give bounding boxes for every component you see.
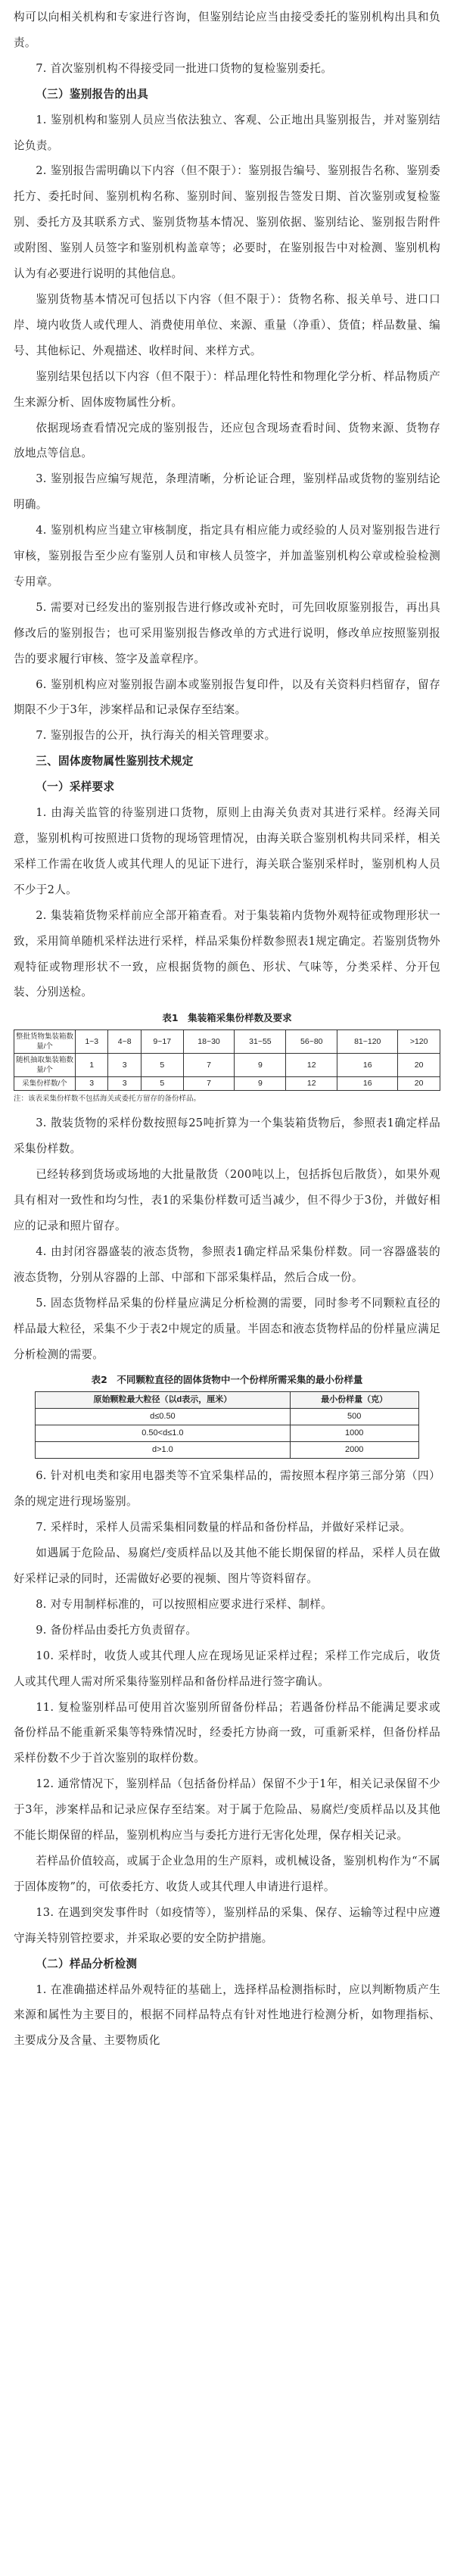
paragraph: 6. 鉴别机构应对鉴别报告副本或鉴别报告复印件，以及有关资料归档留存，留存期限不少于3年，涉案样品和记录保存至结案。	[14, 677, 440, 717]
table-cell: 采集份样数/个	[14, 1077, 76, 1091]
table-cell: 20	[398, 1077, 440, 1091]
section-heading-report: （三）鉴别报告的出具	[36, 87, 149, 101]
paragraph: 10. 采样时，收货人或其代理人应在现场见证采样过程；采样工作完成后，收货人或其代理人需对所采集待鉴别样品和备份样品进行签字确认。	[14, 1649, 440, 1688]
paragraph: 2. 鉴别报告需明确以下内容（但不限于）：鉴别报告编号、鉴别报告名称、鉴别委托方、委托时间、鉴别机构名称、鉴别时间、鉴别报告签发日期、首次鉴别或复检鉴别、委托方及其联系方式、鉴别货物基本情况、鉴别依据、鉴别结论、鉴别报告附件或附图、鉴别人员签字和鉴别机构盖章等；必要时，在鉴别报告中对检测、鉴别机构认为有必要进行说明的其他信息。	[14, 164, 440, 281]
paragraph: 2. 集装箱货物采样前应全部开箱查看。对于集装箱内货物外观特征或物理形状一致，采用简单随机采样法进行采样，样品采集份样数参照表1规定确定。若鉴别货物外观特征或物理形状不一致，应根据货物的颜色、形状、气味等，分类采样、分开包装、分别送检。	[14, 908, 440, 999]
table-header-cell: 最小份样量（克）	[290, 1392, 418, 1409]
table-cell: 3	[108, 1077, 141, 1091]
table-row	[14, 1030, 440, 1054]
paragraph: 鉴别结果包括以下内容（但不限于）：样品理化特性和物理化学分析、样品物质产生来源分析、固体废物属性分析。	[14, 369, 440, 409]
table-cell: 31~55	[235, 1030, 286, 1054]
paragraph: 4. 鉴别机构应当建立审核制度，指定具有相应能力或经验的人员对鉴别报告进行审核，鉴别报告至少应有鉴别人员和审核人员签字，并加盖鉴别机构公章或检验检测专用章。	[14, 524, 440, 588]
paragraph: 1. 由海关监管的待鉴别进口货物，原则上由海关负责对其进行采样。经海关同意，鉴别机构可按照进口货物的现场管理情况，由海关联合鉴别机构共同采样，相关采样工作需在收货人或其代理人的见证下进行，海关联合鉴别采样时，鉴别机构人员不少于2人。	[14, 806, 440, 896]
table-cell: 随机抽取集装箱数量/个	[14, 1054, 76, 1077]
table-cell: 9	[235, 1054, 286, 1077]
table-cell: 81~120	[337, 1030, 398, 1054]
paragraph: 1. 在准确描述样品外观特征的基础上，选择样品检测指标时，应以判断物质产生来源和属性为主要目的，根据不同样品特点有针对性地进行检测分析，如物理指标、主要成分及含量、主要物质化	[14, 1983, 440, 2048]
table-header-cell: 原始颗粒最大粒径（以d表示，厘米）	[36, 1392, 290, 1409]
section-heading-analysis: （二）样品分析检测	[36, 1957, 138, 1970]
table-cell: 7	[183, 1077, 235, 1091]
table-cell: d≤0.50	[36, 1409, 290, 1425]
table-cell: 18~30	[183, 1030, 235, 1054]
table-cell: 1	[76, 1054, 108, 1077]
paragraph: 依据现场查看情况完成的鉴别报告，还应包含现场查看时间、货物来源、货物存放地点等信息。	[14, 421, 440, 460]
table-cell: 9	[235, 1077, 286, 1091]
table-row	[36, 1409, 419, 1425]
table-row	[14, 1054, 440, 1077]
paragraph: 4. 由封闭容器盛装的液态货物，参照表1确定样品采集份样数。同一容器盛装的液态货物，分别从容器的上部、中部和下部采集样品，然后合成一份。	[14, 1244, 440, 1284]
paragraph: 构可以向相关机构和专家进行咨询，但鉴别结论应当由接受委托的鉴别机构出具和负责。	[14, 11, 440, 49]
table-cell: 56~80	[286, 1030, 337, 1054]
table-cell: 整批货物集装箱数量/个	[14, 1030, 76, 1054]
table-row	[14, 1077, 440, 1091]
table-cell: >120	[398, 1030, 440, 1054]
table-cell: 2000	[290, 1442, 418, 1459]
paragraph: 鉴别货物基本情况可包括以下内容（但不限于）：货物名称、报关单号、进口口岸、境内收货人或代理人、消费使用单位、来源、重量（净重）、货值；样品数量、编号、其他标记、外观描述、收样时间、来样方式。	[14, 292, 440, 357]
table-cell: 7	[183, 1054, 235, 1077]
table-header-row	[36, 1392, 419, 1409]
table-cell: 1~3	[76, 1030, 108, 1054]
paragraph: 1. 鉴别机构和鉴别人员应当依法独立、客观、公正地出具鉴别报告，并对鉴别结论负责。	[14, 113, 440, 152]
table1	[14, 1029, 440, 1091]
table-cell: 16	[337, 1054, 398, 1077]
table1-note: 注：该表采集份样数不包括海关或委托方留存的备份样品。	[14, 1095, 201, 1104]
table-cell: 9~17	[141, 1030, 183, 1054]
table-cell: d>1.0	[36, 1442, 290, 1459]
table-cell: 5	[141, 1054, 183, 1077]
paragraph: 13. 在遇到突发事件时（如疫情等），鉴别样品的采集、保存、运输等过程中应遵守海关特别管控要求，并采取必要的安全防护措施。	[14, 1905, 440, 1945]
paragraph: 如遇属于危险品、易腐烂/变质样品以及其他不能长期保留的样品，采样人员在做好采样记录的同时，还需做好必要的视频、图片等资料留存。	[14, 1547, 440, 1586]
paragraph: 5. 需要对已经发出的鉴别报告进行修改或补充时，可先回收原鉴别报告，再出具修改后的鉴别报告；也可采用鉴别报告修改单的方式进行说明，修改单应按照鉴别报告的要求履行审核、签字及盖章程序。	[14, 600, 440, 665]
paragraph: 8. 对专用制样标准的，可以按照相应要求进行采样、制样。	[36, 1597, 332, 1611]
paragraph: 若样品价值较高，或属于企业急用的生产原料，或机械设备，鉴别机构作为“不属于固体废物”的，可依委托方、收货人或其代理人申请进行退样。	[14, 1855, 440, 1893]
paragraph: 3. 散装货物的采样份数按照每25吨折算为一个集装箱货物后，参照表1确定样品采集份样数。	[14, 1117, 440, 1156]
paragraph: 7. 采样时，采样人员需采集相同数量的样品和备份样品，并做好采样记录。	[36, 1521, 412, 1534]
table-cell: 0.50<d≤1.0	[36, 1425, 290, 1442]
table-cell: 3	[76, 1077, 108, 1091]
table-row	[36, 1425, 419, 1442]
paragraph: 6. 针对机电类和家用电器类等不宜采集样品的，需按照本程序第三部分第（四）条的规定进行现场鉴别。	[14, 1469, 440, 1509]
paragraph: 5. 固态货物样品采集的份样量应满足分析检测的需要，同时参考不同颗粒直径的样品最大粒径，采集不少于表2中规定的质量。半固态和液态货物样品的份样量应满足分析检测的需要。	[14, 1296, 440, 1361]
paragraph: 7. 鉴别报告的公开，执行海关的相关管理要求。	[36, 729, 276, 743]
table-cell: 16	[337, 1077, 398, 1091]
table-cell: 12	[286, 1077, 337, 1091]
paragraph: 3. 鉴别报告应编写规范，条理清晰，分析论证合理，鉴别样品或货物的鉴别结论明确。	[14, 472, 440, 512]
table-cell: 500	[290, 1409, 418, 1425]
paragraph: 7. 首次鉴别机构不得接受同一批进口货物的复检鉴别委托。	[36, 61, 332, 75]
table1-caption: 表1 集装箱采集份样数及要求	[162, 1012, 292, 1024]
table2-caption: 表2 不同颗粒直径的固体货物中一个份样所需采集的最小份样量	[91, 1374, 363, 1386]
paragraph: 已经转移到货场或场地的大批量散货（200吨以上，包括拆包后散货），如果外观具有相对一致性和均匀性，表1的采集份样数可适当减少，但不得少于3份，并做好相应的记录和照片留存。	[14, 1168, 440, 1232]
table-row	[36, 1442, 419, 1459]
table-cell: 3	[108, 1054, 141, 1077]
paragraph: 9. 备份样品由委托方负责留存。	[36, 1623, 197, 1637]
table-cell: 1000	[290, 1425, 418, 1442]
section-heading-sampling: （一）采样要求	[36, 780, 115, 794]
table-cell: 20	[398, 1054, 440, 1077]
main-section-heading: 三、固体废物属性鉴别技术规定	[36, 755, 194, 768]
table-cell: 12	[286, 1054, 337, 1077]
table-cell: 5	[141, 1077, 183, 1091]
paragraph: 12. 通常情况下，鉴别样品（包括备份样品）保留不少于1年，相关记录保留不少于3年，涉案样品和记录应保存至结案。对于属于危险品、易腐烂/变质样品以及其他不能长期保留的样品，鉴别机构应当与委托方进行无害化处理，保存相关记录。	[14, 1777, 440, 1842]
paragraph: 11. 复检鉴别样品可使用首次鉴别所留备份样品；若遇备份样品不能满足要求或备份样品不能重新采集等特殊情况时，经委托方协商一致，可重新采样，但备份样品采样份数不少于首次鉴别的取样份数。	[14, 1700, 440, 1765]
table-cell: 4~8	[108, 1030, 141, 1054]
table2	[35, 1391, 419, 1459]
